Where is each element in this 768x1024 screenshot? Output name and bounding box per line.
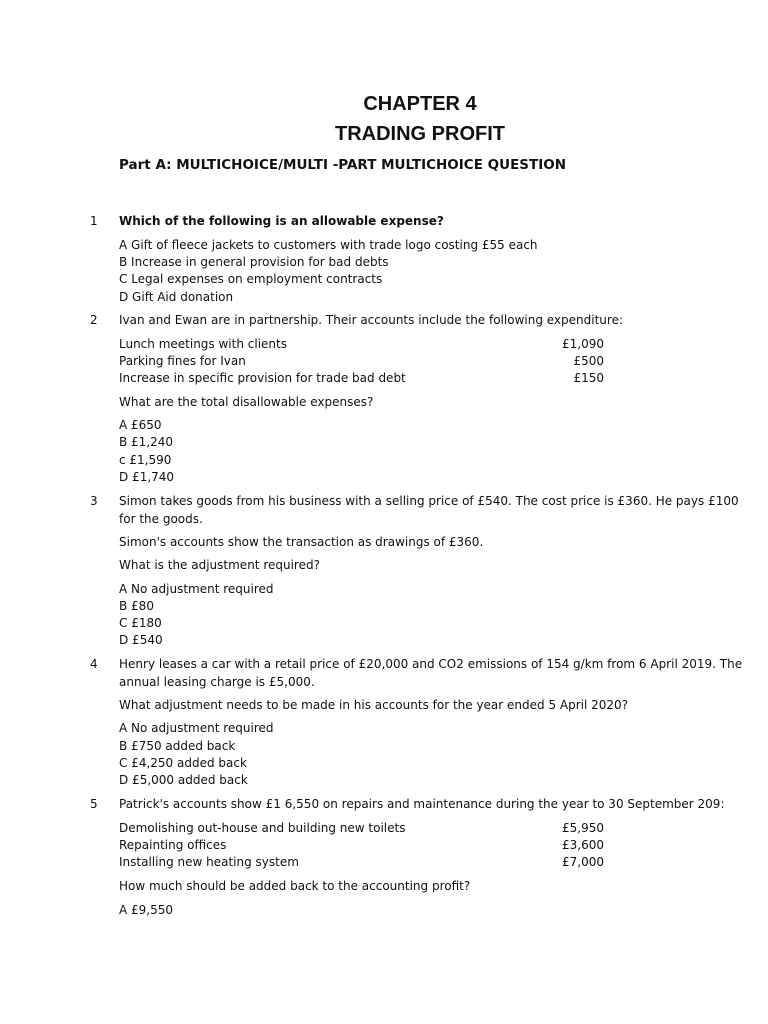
- question-4-stem-line-2: annual leasing charge is £5,000.: [119, 675, 315, 689]
- question-2-option-c: c £1,590: [119, 453, 172, 467]
- question-5-item-label: Repainting offices: [119, 838, 227, 852]
- question-2-option-b: B £1,240: [119, 435, 174, 449]
- question-1-option-d: D Gift Aid donation: [119, 290, 234, 304]
- question-2-item-amount: £1,090: [562, 337, 604, 351]
- topic-heading: TRADING PROFIT: [335, 123, 505, 145]
- question-4-stem-line-1: Henry leases a car with a retail price of £20,000 and CO2 emissions of 154 g/km from 6 April 2019. The: [119, 657, 743, 671]
- question-1-option-b: B Increase in general provision for bad debts: [119, 255, 389, 269]
- chapter-heading: CHAPTER 4: [363, 93, 477, 115]
- question-2-item-label: Parking fines for Ivan: [119, 354, 246, 368]
- question-2-item-label: Lunch meetings with clients: [119, 337, 287, 351]
- question-2-option-a: A £650: [119, 418, 162, 432]
- question-2-stem: Ivan and Ewan are in partnership. Their accounts include the following expenditure:: [119, 313, 623, 327]
- question-5-item-label: Demolishing out-house and building new toilets: [119, 821, 406, 835]
- question-2-question: What are the total disallowable expenses?: [119, 395, 374, 409]
- question-4-option-a: A No adjustment required: [119, 721, 274, 735]
- question-2-item-label: Increase in specific provision for trade bad debt: [119, 371, 406, 385]
- question-5-item-label: Installing new heating system: [119, 855, 299, 869]
- question-3-option-c: C £180: [119, 616, 162, 630]
- question-5-item-amount: £7,000: [562, 855, 604, 869]
- part-heading: Part A: MULTICHOICE/MULTI -PART MULTICHOICE QUESTION: [119, 157, 567, 173]
- question-1-stem: Which of the following is an allowable expense?: [119, 214, 444, 228]
- question-2-item-amount: £150: [573, 371, 604, 385]
- question-4-question: What adjustment needs to be made in his accounts for the year ended 5 April 2020?: [119, 698, 629, 712]
- question-1-number: 1: [90, 214, 98, 228]
- question-4-option-b: B £750 added back: [119, 739, 236, 753]
- question-5-number: 5: [90, 797, 98, 811]
- question-3-option-d: D £540: [119, 633, 163, 647]
- question-2-option-d: D £1,740: [119, 470, 175, 484]
- question-3-number: 3: [90, 494, 98, 508]
- question-4-option-c: C £4,250 added back: [119, 756, 247, 770]
- question-5-item-amount: £3,600: [562, 838, 604, 852]
- question-1-option-a: A Gift of fleece jackets to customers with trade logo costing £55 each: [119, 238, 538, 252]
- question-4-option-d: D £5,000 added back: [119, 773, 248, 787]
- question-2-number: 2: [90, 313, 98, 327]
- question-3-stem-line-2: for the goods.: [119, 512, 203, 526]
- question-3-option-b: B £80: [119, 599, 154, 613]
- question-2-item-amount: £500: [573, 354, 604, 368]
- question-3-option-a: A No adjustment required: [119, 582, 274, 596]
- question-5-question: How much should be added back to the accounting profit?: [119, 879, 471, 893]
- question-5-option-a: A £9,550: [119, 903, 174, 917]
- question-4-number: 4: [90, 657, 98, 671]
- question-3-stem-line-1: Simon takes goods from his business with a selling price of £540. The cost price is £360. He pays £100: [119, 494, 739, 508]
- question-1-option-c: C Legal expenses on employment contracts: [119, 272, 383, 286]
- question-3-question: What is the adjustment required?: [119, 558, 320, 572]
- question-5-item-amount: £5,950: [562, 821, 604, 835]
- question-3-note: Simon's accounts show the transaction as drawings of £360.: [119, 535, 484, 549]
- question-5-stem: Patrick's accounts show £1 6,550 on repairs and maintenance during the year to 30 September 209:: [119, 797, 725, 811]
